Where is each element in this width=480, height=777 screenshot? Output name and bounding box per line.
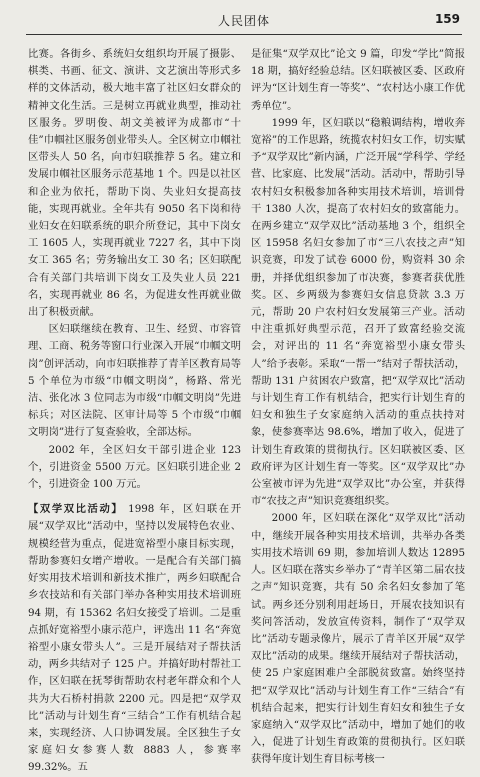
paragraph-2000: 2000 年，区妇联在深化“双学双比”活动中，继续开展各种实用技术培训，共举办各类实用技术培训 69 期，参加培训人数达 12895 人。区妇联在落实乡举办了“青羊区第二届农技之声”知识竞赛，共有 50 余名妇女参加了笔试。两乡还分别利用赶场日，开展农技知识有奖问答活动，发放宣传资料，制作了“双学双比”活动专题录像片，展示了青羊区开展“双学双比”活动的成果。继续开展结对子帮扶活动，使 25 户家庭困难户全部脱贫致富。始终坚持把“双学双比”活动与计划生育工作“三结合”有机结合起来，把实行计划生育妇女和独生子女家庭纳入“双学双比”活动中，增加了她们的收入，促进了计划生育政策的贯彻执行。区妇联获得年度计划生育目标考核一: [251, 512, 465, 766]
paragraph-2002-investment: 2002 年，全区妇女干部引进企业 123 个，引进资金 5500 万元。区妇联引进企业 2 个，引进资金 100 万元。: [28, 443, 241, 491]
section-double-learning: [28, 501, 241, 776]
page-number: 159: [434, 12, 460, 26]
paragraph-continuation-right: 是征集“双学双比”论文 9 篇，印发“学比”简报 18 期，搞好经验总结。区妇联被区委、区政府评为“区计划生育一等奖”、“农村达小康工作优秀单位”。: [251, 48, 465, 112]
section-heading: 【双学双比活动】: [28, 503, 124, 516]
right-column: [251, 46, 465, 766]
paragraph-1998: 1998 年，区妇联在开展“双学双比”活动中，坚持以发展特色农业、规模经营为重点，促进宽裕型小康目标实现，帮助参赛妇女增产增收。一是配合有关部门搞好实用技术培训和新技术推广，两乡妇联配合乡农技站和有关部门举办各种实用技术培训班 94 期，有 15362 名妇女接受了培训。二是重点抓好宽裕型小康示范户，评选出 11 名“奔宽裕型小康女带头人”。三是开展结对子帮扶活动，两乡共结对子 125 户。并搞好助村帮社工作，区妇联在抚琴街帮助农村老年群众和个人共为大石桥村捐款 2200 元。四是把“双学双比”活动与计划生育“三结合”工作有机结合起来，实现经济、人口协调发展。全区独生子女家庭妇女参赛人数 8883 人，参赛率 99.32%。五: [28, 503, 241, 774]
paragraph-civilized-posts: 区妇联继续在教育、卫生、经贸、市容管理、工商、税务等窗口行业深入开展“巾帼文明岗”创评活动，向市妇联推荐了青羊区教育局等 5 个单位为市级“巾帼文明岗”，杨路、常光洁、张化冰 3 位同志为市级“巾帼文明岗”先进标兵；对区法院、区审计局等 5 个市级“巾帼文明岗”进行了复查验收，全部达标。: [28, 323, 241, 439]
paragraph-1999: 1999 年，区妇联以“稳粮调结构，增收奔宽裕”的工作思路，统揽农村妇女工作，切实赋予“双学双比”新内涵，广泛开展“学科学、学经营、比家庭、比发展”活动。活动中，帮助引导农村妇女积极参加各种实用技术培训，培训骨干 1380 人次，提高了农村妇女的致富能力。在两乡建立“双学双比”活动基地 3 个，组织全区 15958 名妇女参加了市“三八农技之声”知识竞赛，印发了试卷 6000 份，购资料 30 余册，并择优组织参加了市决赛，参赛者获优胜奖。区、乡两级为参赛妇女信息贷款 3.3 万元，帮助 20 户农村妇女发展第三产业。活动中注重抓好典型示范，召开了致富经验交流会，对评出的 11 名“奔宽裕型小康女带头人”给予表彰。采取“一帮一”结对子帮扶活动，帮助 131 户贫困农户致富，把“双学双比”活动与计划生育工作有机结合，把实行计划生育的妇女和独生子女家庭纳入活动的重点扶持对象，使参赛率达 98.6%，增加了收入，促进了计划生育政策的贯彻执行。区妇联被区委、区政府评为区计划生育一等奖。区“双学双比”办公室被市评为先进“双学双比”办公室，并获得市“农技之声”知识竞赛组织奖。: [251, 116, 465, 508]
running-title: 人民团体: [217, 14, 270, 28]
paragraph-continuation: 比赛。各街乡、系统妇女组织均开展了摄影、棋类、书画、征文、演讲、文艺演出等形式多样的文体活动，极大地丰富了社区妇女群众的精神文化生活。三是树立再就业典型，推动社区服务。罗明俊、胡文美被评为成都市“十佳”巾帼社区服务创业带头人。全区树立巾帼社区带头人 50 名，向市妇联推荐 5 名。建立和发展巾帼社区服务示范基地 1 个。四是以社区和企业为依托，帮助下岗、失业妇女提高技能，实现再就业。全年共有 9050 名下岗和待业妇女在妇联系统的职介所登记，其中下岗女工 1605 人，实现再就业 7227 名，其中下岗女工 365 名；劳务输出女工 30 名；区妇联配合有关部门共培训下岗女工及失业人员 221 名，实现再就业 86 名，为促进女性再就业做出了积极贡献。: [28, 48, 241, 319]
left-column: [28, 46, 241, 774]
page-header: [26, 8, 462, 35]
